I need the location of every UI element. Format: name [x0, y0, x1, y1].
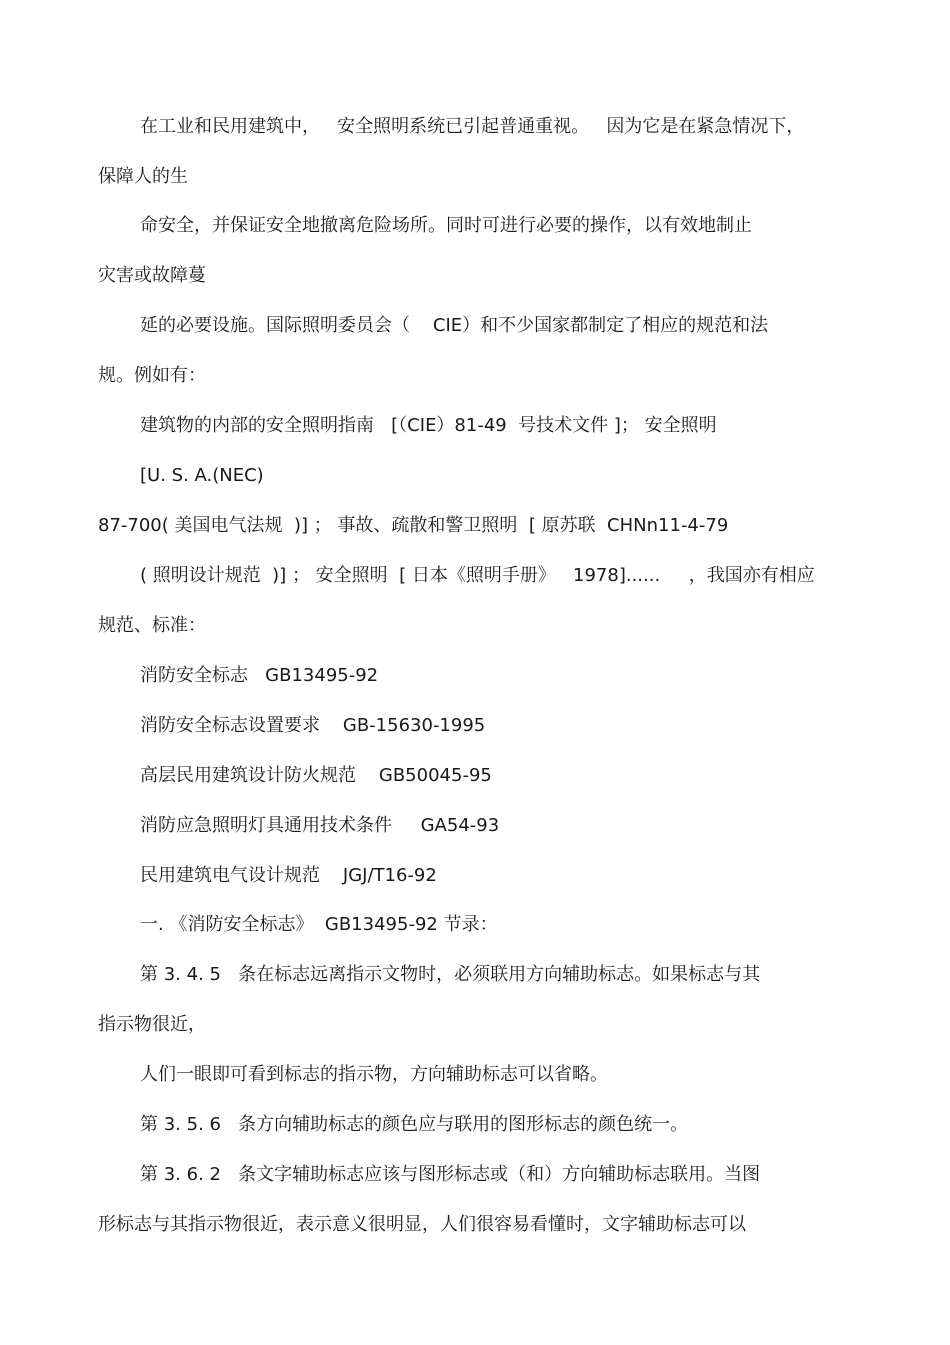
text-line: 在工业和民用建筑中， 安全照明系统已引起普通重视。 因为它是在紧急情况下， — [140, 116, 805, 137]
standard-item: 高层民用建筑设计防火规范 GB50045-95 — [140, 765, 492, 786]
text-line: 规范、标准： — [98, 615, 206, 636]
standard-item: 民用建筑电气设计规范 JGJ/T16-92 — [140, 865, 437, 886]
section-heading: 一. 《消防安全标志》 GB13495-92 节录： — [140, 914, 498, 935]
standard-item: 消防应急照明灯具通用技术条件 GA54-93 — [140, 815, 500, 836]
clause-text: 指示物很近， — [98, 1014, 206, 1035]
text-line: 建筑物的内部的安全照明指南 [（CIE）81-49 号技术文件 ]； 安全照明 — [140, 415, 717, 436]
text-line: 保障人的生 — [98, 166, 188, 187]
text-line: ( 照明设计规范 )] ； 安全照明 [ 日本《照明手册》 1978]...... ，我国亦有相应 — [140, 565, 815, 586]
text-line: 规。例如有： — [98, 365, 206, 386]
text-line: [U. S. A.(NEC) — [140, 465, 264, 486]
text-line: 灾害或故障蔓 — [98, 265, 206, 286]
clause-text: 第 3. 4. 5 条在标志远离指示文物时，必须联用方向辅助标志。如果标志与其 — [140, 964, 761, 985]
clause-text: 人们一眼即可看到标志的指示物，方向辅助标志可以省略。 — [140, 1064, 608, 1085]
standard-item: 消防安全标志 GB13495-92 — [140, 665, 379, 686]
text-line: 87-700( 美国电气法规 )] ； 事故、疏散和警卫照明 [ 原苏联 CHNn11-4-79 — [98, 515, 729, 536]
clause-text: 形标志与其指示物很近，表示意义很明显，人们很容易看懂时，文字辅助标志可以 — [98, 1214, 746, 1235]
text-line: 命安全，并保证安全地撤离危险场所。同时可进行必要的操作，以有效地制止 — [140, 215, 752, 236]
clause-text: 第 3. 5. 6 条方向辅助标志的颜色应与联用的图形标志的颜色统一。 — [140, 1114, 689, 1135]
text-line: 延的必要设施。国际照明委员会（ CIE）和不少国家都制定了相应的规范和法 — [140, 315, 769, 336]
standard-item: 消防安全标志设置要求 GB-15630-1995 — [140, 715, 486, 736]
clause-text: 第 3. 6. 2 条文字辅助标志应该与图形标志或（和）方向辅助标志联用。当图 — [140, 1164, 761, 1185]
